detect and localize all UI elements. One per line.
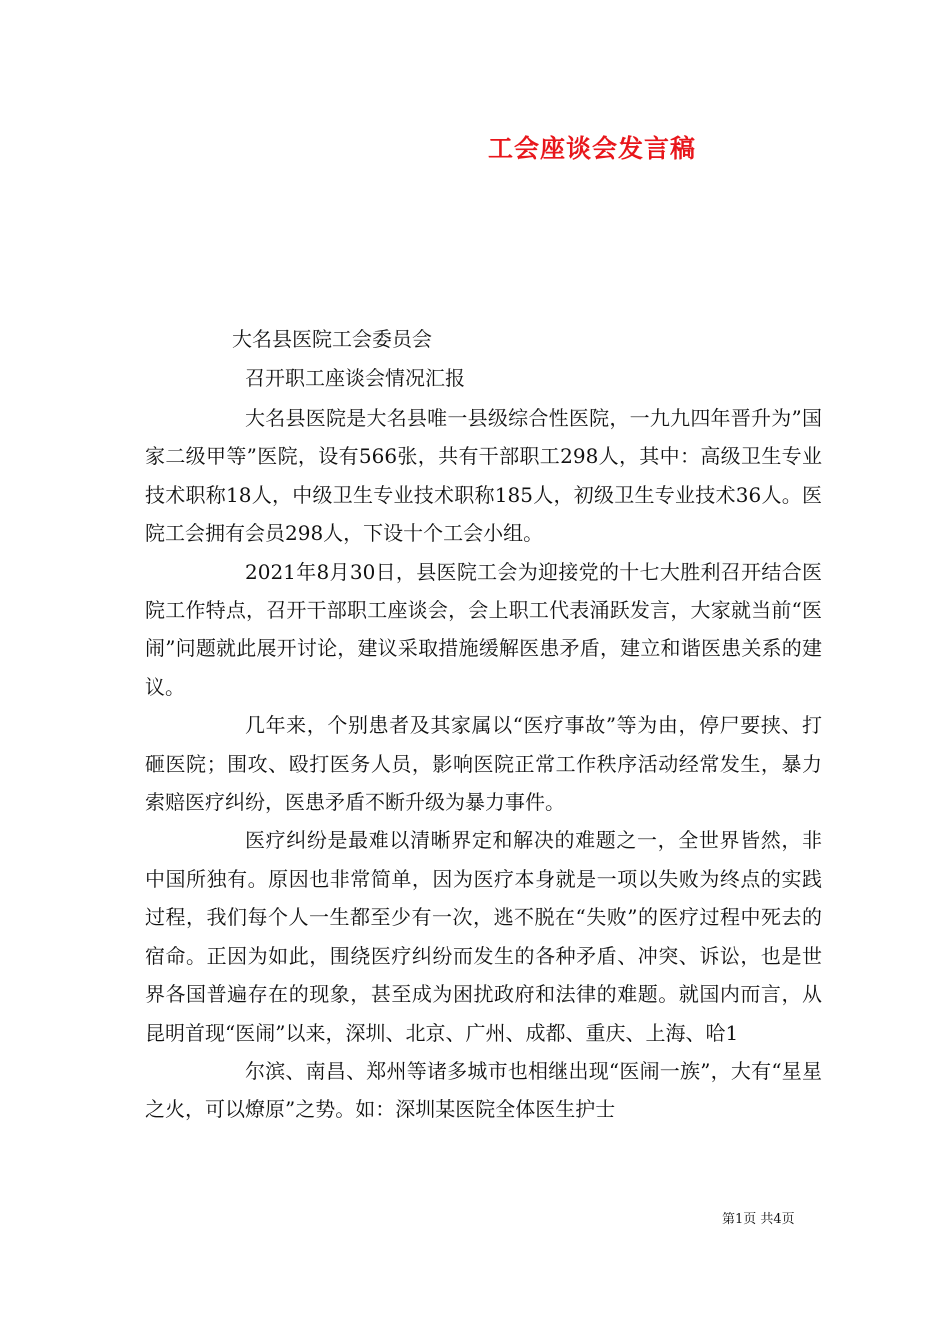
report-subheading: 召开职工座谈会情况汇报: [245, 366, 465, 390]
document-body: [145, 399, 822, 1129]
paragraph-meeting-summary: 2021年8月30日，县医院工会为迎接党的十七大胜利召开结合医院工作特点，召开干部职工座谈会，会上职工代表涌跃发言，大家就当前“医闹”问题就此展开讨论，建议采取措施缓解医患矛盾，建立和谐医患关系的建议。: [145, 559, 822, 699]
organization-heading: 大名县医院工会委员会: [232, 327, 432, 351]
page-number-footer: 第1页 共4页: [722, 1212, 795, 1227]
paragraph-city-spread: 尔滨、南昌、郑州等诸多城市也相继出现“医闹一族”，大有“星星之火，可以燎原”之势。如：深圳某医院全体医生护士: [145, 1058, 822, 1122]
document-title: 工会座谈会发言稿: [488, 134, 697, 163]
paragraph-medical-disputes: 医疗纠纷是最难以清晰界定和解决的难题之一，全世界皆然，非中国所独有。原因也非常简单，因为医疗本身就是一项以失败为终点的实践过程，我们每个人一生都至少有一次，逃不脱在“失败”的医疗过程中死去的宿命。正因为如此，围绕医疗纠纷而发生的各种矛盾、冲突、诉讼，也是世界各国普遍存在的现象，甚至成为困扰政府和法律的难题。就国内而言，从昆明首现“医闹”以来，深圳、北京、广州、成都、重庆、上海、哈1: [145, 828, 822, 1045]
paragraph-violence-incidents: 几年来，个别患者及其家属以“医疗事故”等为由，停尸要挟、打砸医院；围攻、殴打医务人员，影响医院正常工作秩序活动经常发生，暴力索赔医疗纠纷，医患矛盾不断升级为暴力事件。: [145, 713, 822, 815]
paragraph-hospital-overview: 大名县医院是大名县唯一县级综合性医院，一九九四年晋升为”国家二级甲等”医院，设有566张，共有干部职工298人，其中：高级卫生专业技术职称18人，中级卫生专业技术职称185人，初级卫生专业技术36人。医院工会拥有会员298人，下设十个工会小组。: [145, 406, 822, 546]
